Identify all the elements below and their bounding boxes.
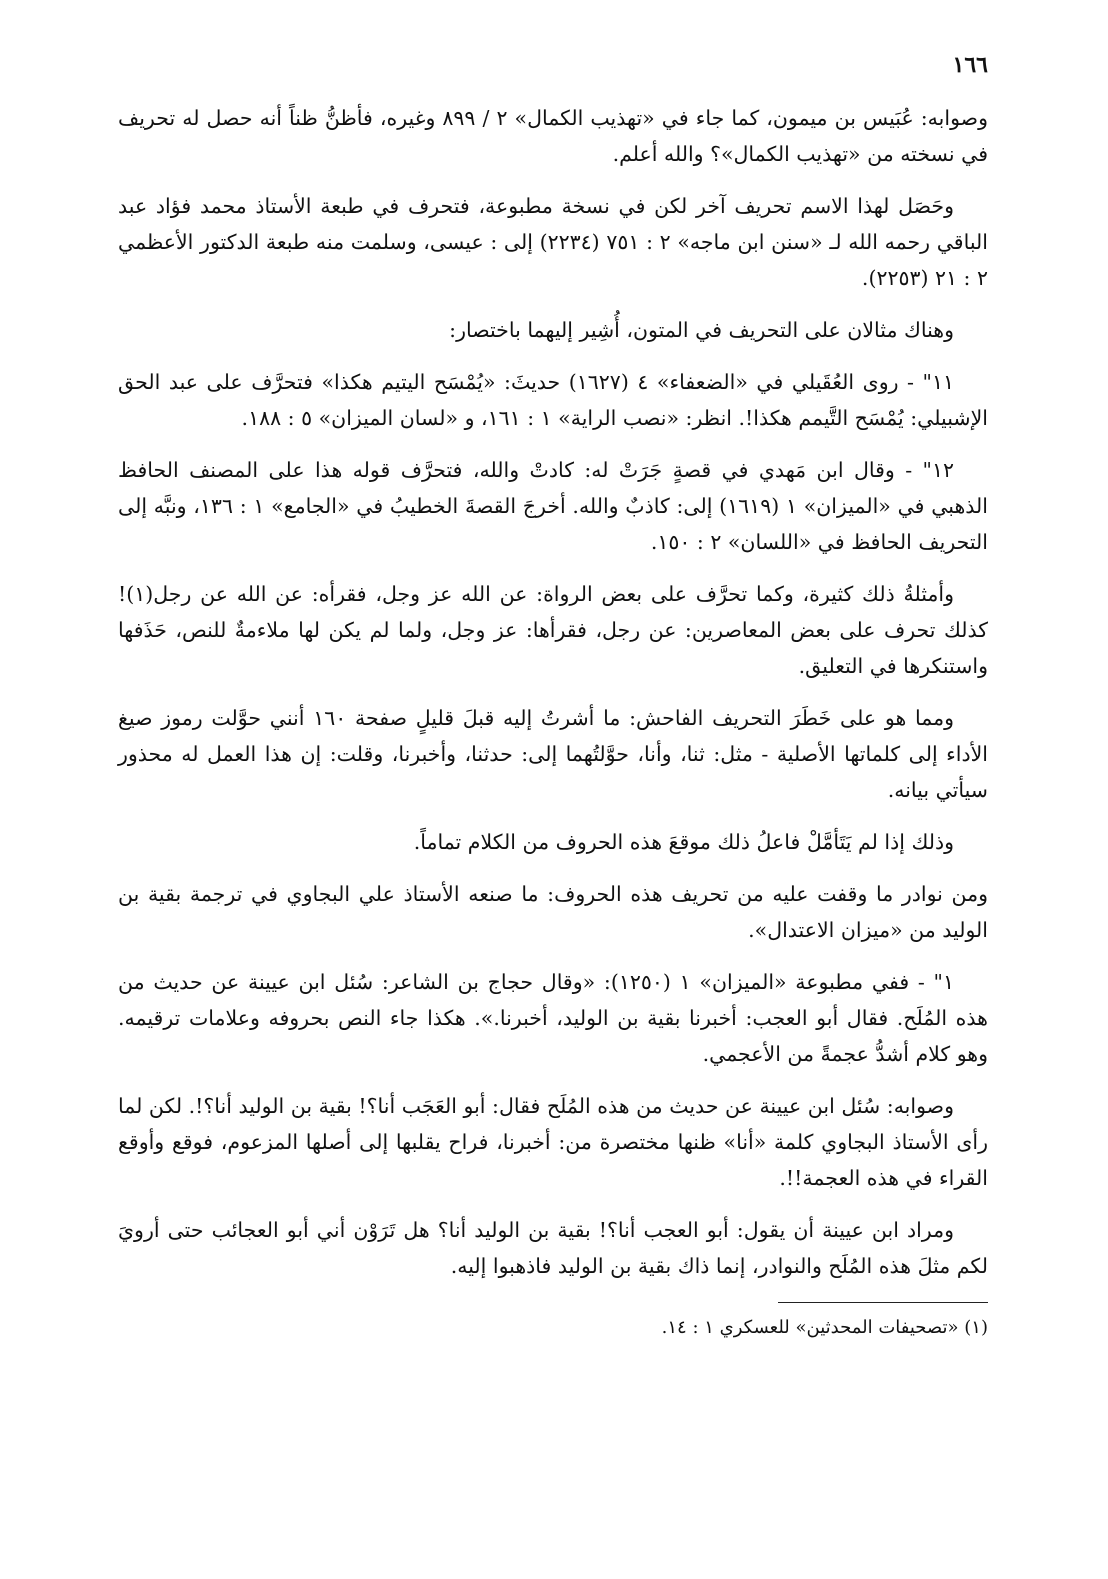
paragraph-11: وصوابه: سُئل ابن عيينة عن حديث من هذه المُلَح فقال: أبو العَجَب أنا؟! بقية بن الوليد أنا؟!. لكن لما رأى الأستاذ البجاوي كلمة «أنا» ظنها مختصرة من: أخبرنا، فراح يقلبها إلى أصلها المزعوم، فوقع وأوقع القراء في هذه العجمة!!. <box>118 1094 988 1190</box>
paragraph-3: وهناك مثالان على التحريف في المتون، أُشِير إليهما باختصار: <box>449 318 954 342</box>
paragraph-2: وحَصَل لهذا الاسم تحريف آخر لكن في نسخة مطبوعة، فتحرف في طبعة الأستاذ محمد فؤاد عبد الباقي رحمه الله لـ «سنن ابن ماجه» ٢ : ٧٥١ (٢٢٣٤) إلى : عيسى، وسلمت منه طبعة الدكتور الأعظمي ٢ : ٢١ (٢٢٥٣). <box>118 194 988 290</box>
paragraph-10: ١" - ففي مطبوعة «الميزان» ١ (١٢٥٠): «وقال حجاج بن الشاعر: سُئل ابن عيينة عن حديث من هذه المُلَح. فقال أبو العجب: أخبرنا بقية بن الوليد، أخبرنا.». هكذا جاء النص بحروفه وعلامات ترقيمه. وهو كلام أشدُّ عجمةً من الأعجمي. <box>118 970 988 1066</box>
paragraph-7: ومما هو على خَطَرَ التحريف الفاحش: ما أشرتُ إليه قبلَ قليلٍ صفحة ١٦٠ أنني حوَّلت رموز صيغ الأداء إلى كلماتها الأصلية - مثل: ثنا، وأنا، حوَّلتُهما إلى: حدثنا، وأخبرنا، وقلت: إن هذا العمل له محذور سيأتي بيانه. <box>118 706 988 802</box>
paragraph-6: وأمثلةُ ذلك كثيرة، وكما تحرَّف على بعض الرواة: عن الله عز وجل، فقرأه: عن الله عن رجل(١)! كذلك تحرف على بعض المعاصرين: عن رجل، فقرأها: عز وجل، ولما لم يكن لها ملاءمةٌ للنص، حَذَفها واستنكرها في التعليق. <box>118 582 988 678</box>
paragraph-8: وذلك إذا لم يَتَأمَّلْ فاعلُ ذلك موقعَ هذه الحروف من الكلام تماماً. <box>413 830 954 854</box>
page-number: ١٦٦ <box>952 52 988 78</box>
paragraph-5: ١٢" - وقال ابن مَهدي في قصةٍ جَرَتْ له: كادتْ والله، فتحرَّف قوله هذا على المصنف الحافظ الذهبي في «الميزان» ١ (١٦١٩) إلى: كاذبٌ والله. أخرجَ القصةَ الخطيبُ في «الجامع» ١ : ١٣٦، ونبَّه إلى التحريف الحافظ في «اللسان» ٢ : ١٥٠. <box>118 458 988 554</box>
footnote: (١) «تصحيفات المحدثين» للعسكري ١ : ١٤. <box>661 1317 988 1338</box>
footnote-divider <box>778 1302 988 1303</box>
paragraph-1: وصوابه: عُبَيس بن ميمون، كما جاء في «تهذيب الكمال» ٢ / ٨٩٩ وغيره، فأظنُّ ظناً أنه حصل له تحريف في نسخته من «تهذيب الكمال»؟ والله أعلم. <box>118 106 988 166</box>
paragraph-9: ومن نوادر ما وقفت عليه من تحريف هذه الحروف: ما صنعه الأستاذ علي البجاوي في ترجمة بقية بن الوليد من «ميزان الاعتدال». <box>118 882 988 942</box>
paragraph-12: ومراد ابن عيينة أن يقول: أبو العجب أنا؟! بقية بن الوليد أنا؟ هل تَرَوْن أني أبو العجائب حتى أرويَ لكم مثلَ هذه المُلَح والنوادر، إنما ذاك بقية بن الوليد فاذهبوا إليه. <box>118 1218 988 1278</box>
main-text <box>118 100 988 1284</box>
paragraph-4: ١١" - روى العُقَيلي في «الضعفاء» ٤ (١٦٢٧) حديثَ: «يُمْسَح اليتيم هكذا» فتحرَّف على عبد الحق الإشبيلي: يُمْسَح التَّيمم هكذا!. انظر: «نصب الراية» ١ : ١٦١، و «لسان الميزان» ٥ : ١٨٨. <box>118 370 988 430</box>
